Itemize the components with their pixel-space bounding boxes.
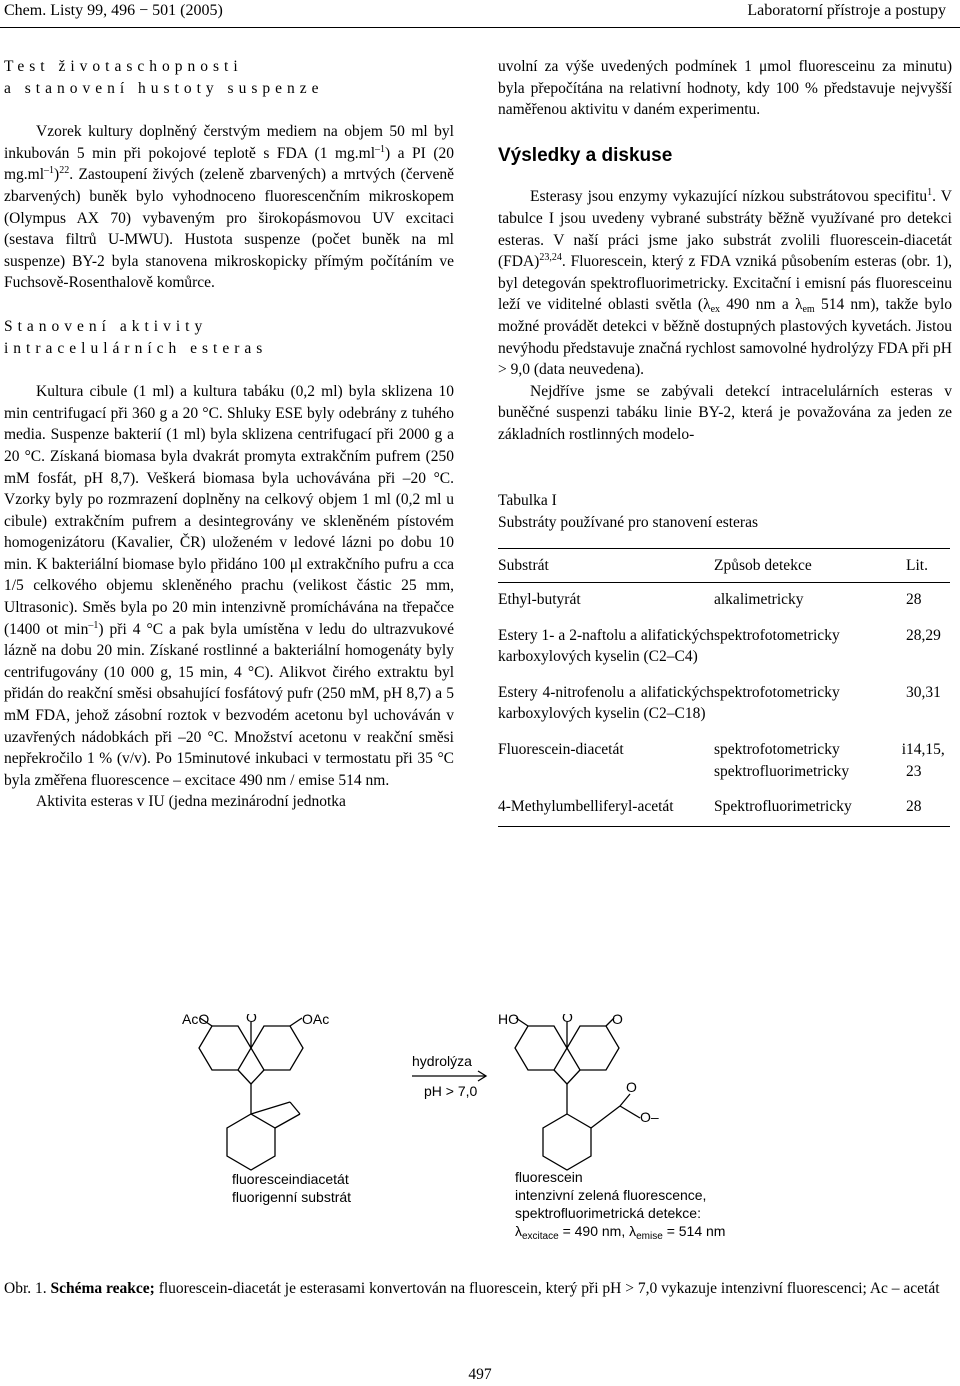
reaction-scheme-figure xyxy=(0,1014,960,1276)
fda-label-1: fluoresceindiacetát xyxy=(232,1171,349,1187)
table-cell: 14,15, 23 xyxy=(906,741,945,780)
table-title: Substráty používané pro stanovení esteras xyxy=(498,513,758,531)
fda-label-2: fluorigenní substrát xyxy=(232,1189,352,1205)
table-cell: spektrofotometricky xyxy=(714,683,840,701)
fluorescein-label-3: spektrofluorimetrická detekce: xyxy=(515,1205,701,1221)
table-cell: 30,31 xyxy=(906,683,941,701)
right-column xyxy=(498,56,952,827)
ho-label: HO xyxy=(498,1014,519,1027)
reaction-scheme xyxy=(0,1014,960,1276)
oac-label: OAc xyxy=(302,1014,330,1027)
figure-caption: Obr. 1. Schéma reakce; fluorescein-diacetát je esterasami konvertován na fluorescein, který při pH > 7,0 vykazuje intenzivní fluorescenci; Ac – acetát xyxy=(4,1280,940,1297)
table-cell: spektrofotometricky i spektrofluorimetricky xyxy=(714,741,906,780)
fluorescein-structure xyxy=(515,1018,640,1170)
fda-structure xyxy=(199,1018,303,1170)
o-label-2: O xyxy=(562,1014,573,1025)
journal-header: Chem. Listy 99, 496 − 501 (2005) xyxy=(4,2,223,19)
paragraph-results-2: Nejdříve jsme se zabývali detekcí intracelulárních esteras v buněčné suspenzi tabáku linie BY-2, která je považována za jeden ze základních rostlinných modelo- xyxy=(498,382,952,443)
table-row xyxy=(498,790,950,826)
table-row xyxy=(498,676,950,733)
paragraph-viability: Vzorek kultury doplněný čerstvým mediem na objem 50 ml byl inkubován 5 min při pokojové teplotě s FDA (1 $mg.ml^{-1}$) a PI (20 $mg.ml^{-1})^{22}$. Zastoupení živých (zeleně zbarvených) a mrtvých (červeně zbarvených) buněk bylo vyhodnoceno fluorescenčním mikroskopem (Olympus AX 70) vybaveným pro širokopásmovou UV excitaci (sestava filtrů U-MWU). Hustota suspenze (počet buněk na ml suspenze) BY-2 byla stanovena mikroskopicky přímým počítáním ve Fuchsově-Rosenthalově komůrce. xyxy=(4,123,454,292)
table-cell: Ethyl-butyrát xyxy=(498,591,581,609)
table-cell: 28,29 xyxy=(906,626,941,644)
table-cell: Estery 4-nitrofenolu a alifatických karboxylových kyselin (C2–C18) xyxy=(498,683,714,723)
table-cell: 4-Methylumbelliferyl-acetát xyxy=(498,790,714,826)
o-label-4: O xyxy=(626,1079,637,1095)
table-cell: alkalimetricky xyxy=(714,591,804,609)
section-title-esterase: Stanovení aktivity xyxy=(4,317,208,335)
arrow-bottom-label: pH > 7,0 xyxy=(424,1083,478,1099)
paragraph-activity-cont: uvolní za výše uvedených podmínek 1 μmol fluoresceinu za minutu) byla přepočítána na relativní hodnoty, kdy 100 % představuje nejvyšší naměřenou aktivitu v daném experimentu. xyxy=(498,58,952,119)
results-heading: Výsledky a diskuse xyxy=(498,144,673,166)
table-row xyxy=(498,583,950,619)
table-cell: 28 xyxy=(906,591,922,609)
page-number: 497 xyxy=(468,1366,492,1383)
table-caption xyxy=(498,490,952,534)
paragraph-activity: Aktivita esteras v IU (jedna mezinárodní jednotka xyxy=(36,793,346,811)
table-cell: Spektrofluorimetricky xyxy=(714,790,906,826)
table-number: Tabulka I xyxy=(498,491,557,509)
table-cell: Fluorescein-diacetát xyxy=(498,741,624,759)
table-cell: 28 xyxy=(906,790,950,826)
table-header-cell: Substrát xyxy=(498,548,714,583)
section-header: Laboratorní přístroje a postupy xyxy=(747,2,946,19)
aco-label: AcO xyxy=(182,1014,210,1027)
table-cell: spektrofotometricky xyxy=(714,626,840,644)
section-title-viability-2: a stanovení hustoty suspenze xyxy=(4,79,324,97)
fluorescein-label-2: intenzivní zelená fluorescence, xyxy=(515,1187,707,1203)
fluorescein-label-4: $\lambda_{excitace} = 490$ nm, $\lambda_{emise} = 514$ nm xyxy=(515,1223,726,1242)
table-header-cell: Způsob detekce xyxy=(714,548,906,583)
paragraph-results: Esterasy jsou enzymy vykazující nízkou substrátovou specifitu$^1$. V tabulce I jsou uvedeny vybrané substráty běžně využívané pro detekci esteras. V naší práci jsme jako substrát zvolili fluorescein-diacetát (FDA)$^{23,24}$. Fluorescein, který z FDA vzniká působením esteras (obr. 1), byl detegován spektrofluorimetricky. Excitační i emisní pás fluoresceinu leží ve viditelné oblasti světla ($\lambda_{ex}$ 490 nm a $\lambda_{em}$ 514 nm), takže bylo možné provádět detekci v běžně dostupných plastových kyvetách. Jistou nevýhodu představuje značná rychlost samovolné hydrolýzy FDA při pH > 9,0 (data neuvedena). xyxy=(498,187,953,379)
section-title-esterase-2: intracelulárních esteras xyxy=(4,339,268,357)
header-rule xyxy=(0,27,960,28)
left-column xyxy=(4,56,454,813)
o-label: O xyxy=(246,1014,257,1025)
arrow-top-label: hydrolýza xyxy=(412,1053,472,1069)
table-row xyxy=(498,619,950,676)
substrate-table xyxy=(498,548,950,827)
table-row xyxy=(498,733,950,790)
o-label-3: O xyxy=(612,1014,623,1027)
fluorescein-label-1: fluorescein xyxy=(515,1169,583,1185)
table-header-cell: Lit. xyxy=(906,548,950,583)
paragraph-esterase-method: Kultura cibule (1 ml) a kultura tabáku (0,2 ml) byla sklizena 10 min centrifugací při 360 g a 20 °C. Shluky ESE byly odebrány z tuhého media. Suspenze bakterií (1 ml) byla sklizena centrifugací při 2000 g a 20 °C. Získaná biomasa byla dvakrát promyta extrakčním pufrem (250 mM fosfát, pH 8,7). Veškerá biomasa byla uchovávána při –20 °C. Vzorky byly po rozmrazení doplněny na celkový objem 1 ml (0,2 ml u cibule) extrakčním pufrem a desintegrovány ve skleněném pístovém homogenizátoru (Kavalier, ČR) uloženém v ledové lázni po dobu 10 min. K bakteriální biomase bylo přidáno 100 μl extrakčního pufru a cca 1/5 celkového objemu skleněného prachu (velikost částic 25 mm, Ultrasonic). Směs byla po 20 min intenzivně promíchávána na třepačce (1400 ot $\min^{-1}$) při 4 °C a pak byla umístěna v ledu do ultrazvukové lázně na dobu 20 min. Získané rostlinné a bakteriální homogenáty byly centrifugovány (10 000 g, 15 min, 4 °C). Alikvot čirého extraktu byl přidán do reakční směsi obsahující fosfátový pufr (250 mM, pH 8,7) a 5 mM FDA, jehož zásobní roztok v bezvodém acetonu byl uchováván v uzavřených nádobkách při –20 °C. Množství acetonu v reakční směsi nepřekročilo 1 % (v/v). Po 15minutové inkubaci v termostatu při 35 °C byla změřena fluorescence – excitace 490 nm / emise 514 nm. xyxy=(4,383,454,789)
o-minus-label: O– xyxy=(640,1109,659,1125)
table-header-row xyxy=(498,548,950,583)
table-cell: Estery 1- a 2-naftolu a alifatických karboxylových kyselin (C2–C4) xyxy=(498,626,714,666)
section-title-viability: Test životaschopnosti xyxy=(4,58,243,75)
